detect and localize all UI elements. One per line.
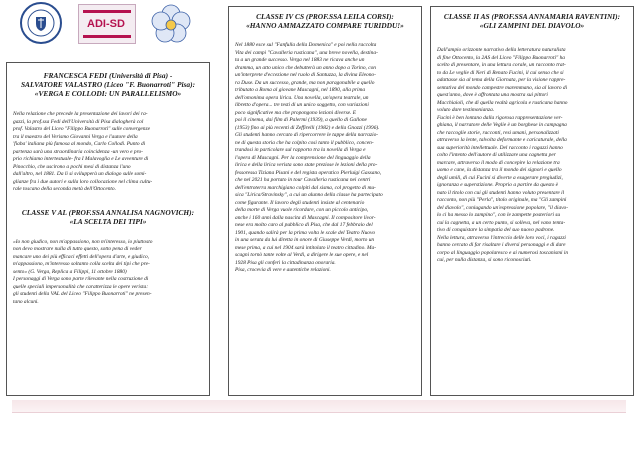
col2-body-line: sica "Lirica/Stravinsky", a cui un alunno della classe ha partecipato — [235, 192, 383, 198]
col2-body-line: nese era molto caro al pubblico di Pisa, che dal 17 febbraio del — [235, 222, 373, 228]
col2-body-line: dramma, un atto unico che debutterà un anno dopo a Torino, con — [235, 64, 376, 71]
col1-box — [6, 62, 210, 396]
flower-emblem-logo — [148, 2, 194, 48]
col3-body-line: corpo al linguaggio popolaresco e ai numerosi toscanismi in — [437, 249, 569, 256]
col2-body-line: poi il cinema, dai film di Palermi (1939), a quello di Gallone — [235, 117, 367, 123]
col1-class-body-line: I personaggi di Verga sono parte rilevante nella costruzione di — [13, 276, 149, 282]
col3-body-line: Dall'ampio orizzonte narrativo della letteratura naturalista — [437, 47, 566, 53]
col1-body-line: gazzi, la prof.ssa Fedi dell'Università di Pisa dialogherà col — [13, 118, 144, 125]
col3-box — [430, 6, 634, 396]
col2-body-line: Gli studenti hanno cercato di ripercorrere le tappe della narrazio- — [235, 132, 379, 138]
col2-title-line: CLASSE IV CS (PROF.SSA LEILA CORSI): — [256, 12, 394, 21]
col1-class-body-line: tano alcuni. — [13, 298, 39, 305]
col3-body-line: colto l'intento dell'autore di utilizzare una cagnetta per — [437, 152, 556, 158]
logo-bar-top — [83, 10, 131, 13]
col3-body-line: ignoranza e superstizione. Proprio a partire da questo è — [437, 182, 559, 188]
col1-class-heading — [13, 208, 203, 226]
col2-body-line: ne di questa storia che ha colpito così tanto il pubblico, concen- — [235, 139, 374, 146]
col3-body-line: hanno cercato di far risaltare i diversi personaggi e di dare — [437, 242, 566, 248]
seal-ring-icon — [22, 4, 60, 42]
col2-title-line: «HANNO AMMAZZATO COMPARE TURIDDU!» — [246, 21, 404, 30]
page-footer-band — [12, 400, 626, 413]
university-seal-logo — [20, 2, 62, 44]
col3-body-line: marcare, attraverso il modo di concepire la relazione tra — [437, 159, 560, 166]
col2-body-line: trandosi in particolare sul rapporto tra la novella di Verga e — [235, 147, 366, 153]
col2-body-line: libretto d'opera... tre testi di un unico soggetto, con variazioni — [235, 102, 369, 108]
logo-strip — [6, 2, 216, 48]
col2-body — [235, 42, 415, 275]
col1-title-line: SALVATORE VALASTRO (Liceo "F. Buonarroti" Pisa): — [20, 80, 196, 89]
col1-body-line: prio richiamo intertestuale- fra I Malavoglia e Le avventure di — [13, 156, 149, 162]
col1-class-heading-line: «LA SCELTA DEI TIPI» — [69, 216, 147, 226]
col2-body-line: 1901, quando salirà per la prima volta le scale del Teatro Nuovo — [235, 229, 376, 236]
col3-body-line: degli umili, di cui Fucini si diverte a esagerare pregiudizi, — [437, 174, 563, 181]
col2-body-line: tributato a Roma al giovane Mascagni, nel 1890, alla prima — [235, 87, 366, 93]
col1-body-line: 'fiaba' italiana più famosa al mondo, Carlo Collodi. Punto di — [13, 141, 146, 147]
col2-body-line: in una serata da lui diretta in onore di Giuseppe Verdi, morto un — [235, 237, 375, 243]
col3-body-line: Macchiaioli, che di quella realtà agricola e rusticana hanno — [437, 99, 568, 106]
col1-class-body-line: quelle speciali impersonalità che caratterizza le opere verista: — [13, 283, 148, 290]
col3-body-line: del diavolo", coniugando un'espressione popolare, "il diavo- — [437, 204, 569, 211]
col3-body-line: cui, per nulla distanza, si sono riconosciuti. — [437, 257, 532, 263]
col2-body-line: scagni tornò tante volte al Verdi, a dirigere le sue opere, e nel — [235, 252, 369, 258]
col1-title-line: «VERGA E COLLODI: UN PARALLELISMO» — [34, 89, 182, 98]
col1-class-body-line: non devo mostrare nulla di tutto questo, sotto pena di veder — [13, 246, 142, 252]
col3-body-line: quest'anno, dove è affrontata una mostra sui pittori — [437, 92, 548, 98]
col2-body-line: dell'omonima opera lirica. Una novella, un'opera teatrale, un — [235, 94, 369, 101]
col3-body-line: Fucini è ben lontano dalla rigorosa rappresentazione ver- — [437, 114, 563, 121]
col3-body — [437, 47, 627, 265]
col3-body-line: sua superiorità intellettuale. Del racconto i ragazzi hanno — [437, 144, 563, 151]
col1-body-line: glianze fra i due autori e sulla loro collocazione nel clima cultu- — [13, 178, 153, 185]
col2-body-line: lirica e della lirica verista sono state preziose le lezioni della pro- — [235, 162, 378, 168]
col1-body-line: Nella relazione che precede la presentazione dei lavori dei ra- — [13, 111, 148, 117]
col3-body-line: ghiana, il narratore delle Veglie è un borghese in campagna — [437, 122, 567, 128]
col3-body-line: to da Le veglie di Neri di Renato Fucini, il cui senso che si — [437, 69, 564, 76]
col2-title — [235, 12, 415, 30]
col2-body-line: poco significative ma che propongono lezioni diverse. E — [235, 109, 357, 116]
col1-title-line: FRANCESCA FEDI (Università di Pisa) - — [43, 71, 173, 80]
col2-body-line: anche i 160 anni dalla nascita di Mascagni. Il compositore livor- — [235, 214, 376, 221]
col1-body-line: rale toscano della seconda metà dell'Ottocento. — [13, 186, 116, 192]
col2-body-line: un'interprete d'eccezione nel ruolo di Santuzza, la divina Eleono- — [235, 72, 376, 78]
col1-class-body-line: mancare uno dei più efficaci effetti dell'opera d'arte, e giudico, — [13, 253, 150, 260]
col3-body-line: di fine Ottocento, la 2AS del Liceo "Filippo Buonarroti" ha — [437, 54, 565, 61]
col1-class-body — [13, 239, 203, 307]
col3-title — [437, 12, 627, 30]
col1-body-line: prof. Valastro del Liceo "Filippo Buonarroti" sulle convergenze — [13, 126, 150, 132]
col1-class-body-line: m'appassiono, m'interesso soltanto colla scelta dei tipi che pre- — [13, 261, 150, 267]
col2-body-line: (1953) fino ai più recenti di Zeffirelli (1982) e della Gnozzi (1996). — [235, 124, 380, 131]
logo-bar-bottom — [83, 35, 131, 38]
col2-body-line: ta a un grande successo. Verga nel 1883 ne ricava anche un — [235, 57, 365, 63]
col1-class-body-line: gli studenti della VAL del Liceo "Filippo Buonarroti" ne presen- — [13, 291, 152, 297]
col2-body-line: come figurante. Il lavoro degli studenti insiste al centenario — [235, 199, 365, 206]
col1-body-line: Pinocchio, che uscirono a pochi mesi di distanza l'uno — [13, 163, 131, 170]
col2-body-line: ra Duse. Da un successo, grande, ma non paragonabile a quello — [235, 79, 375, 86]
col3-body-line: voluto dare testimonianza. — [437, 107, 495, 113]
col2-body-line: che nel 2021 ha portato in tour Cavalleria rusticana nei centri — [235, 177, 371, 183]
col3-body-line: sentativa del mondo campestre maremmano, sia al lavoro di — [437, 84, 568, 91]
col2-body-line: l'opera di Mascagni. Per la comprensione del linguaggio della — [235, 154, 371, 161]
col1-title — [13, 71, 203, 98]
col2-body-line: della morte di Verga vuole ricordare, con un piccolo anticipo, — [235, 207, 369, 213]
col1-intro — [13, 111, 203, 194]
col3-body-line: racconto, non più "Perla", titolo originale, ma "Gli zampini — [437, 197, 567, 203]
col3-body-line: lo ci ha messo lo zampino", con le zampette posteriori su — [437, 212, 561, 218]
col2-body-line: Nel 1880 esce sul "Fanfulla della Domenica" e poi nella raccolta — [235, 42, 377, 48]
col2-body-line: fessoressa Tiziana Pisani e del regista operatico Pierluigi Gassano, — [235, 169, 382, 176]
adi-sd-logo — [78, 4, 136, 44]
col3-title-line: CLASSE II AS (PROF.SSA ANNAMARIA RAVENTINI): — [443, 12, 621, 21]
col2-body-line: 1928 Pisa gli conferì la cittadinanza onoraria. — [235, 259, 336, 266]
col2-box — [228, 6, 422, 396]
col1-body-line: dall'altro, nel 1881. Da lì si svilupperà un dialogo sulle somi- — [13, 171, 147, 177]
col1-class-body-line: «Io non giudico, non m'appassiono, non m'interesso, io piuttosto — [13, 238, 153, 245]
adi-sd-label: ADI-SD — [87, 18, 125, 30]
col1-body-line: tra il maestro del Verismo Giovanni Verga e l'autore della — [13, 133, 138, 140]
col2-body-line: mese prima, a cui nel 1904 sarà intitolato il teatro cittadino. Ma- — [235, 244, 376, 251]
col2-body-line: Pisa, crocevia di vere e autentiche relazioni. — [235, 267, 331, 273]
col1-class-body-line: sento» (G. Verga, Replica a Filippi, 11 ottobre 1880) — [13, 268, 127, 275]
col2-body-line: Vita dei campi "Cavalleria rusticana", una breve novella, destina- — [235, 49, 378, 56]
col1-class-heading-line: CLASSE V AL (PROF.SSA ANNALISA NAGNOVICH): — [21, 207, 195, 217]
col2-body-line: dell'entroterra marchigiano colpiti dal sisma, col progetto di mu- — [235, 184, 376, 191]
col3-body-line: adattasse sia al tema della Giornata, per la visione rappre- — [437, 77, 566, 83]
col3-body-line: cui la cagnetta, a un certo punto, si solleva, nel vano tenta- — [437, 219, 566, 226]
col3-body-line: uomo e cane, la distanza tra il mondo dei signori e quello — [437, 167, 562, 173]
col3-body-line: Nella lettura, attraverso l'intreccio delle loro voci, i ragazzi — [437, 234, 566, 241]
flower-emblem-icon — [148, 2, 194, 48]
col1-body-line: partenza sarà una straordinaria coincidenza -un vero e pro- — [13, 148, 143, 155]
col3-body-line: tivo di conquistare la simpatia del suo nuovo padrone. — [437, 227, 555, 233]
col3-body-line: attraverso la lente, talvolta deformante e caricaturale, della — [437, 137, 567, 143]
col3-body-line: scelto di presentare, in una lettura corale, un racconto trat- — [437, 62, 566, 68]
col3-title-line: «GLI ZAMPINI DEL DIAVOLO» — [479, 21, 585, 30]
col3-body-line: che raccoglie storie, racconti, resi umani, personalizzati — [437, 129, 559, 136]
col3-body-line: nato il titolo con cui gli studenti hanno voluto presentare il — [437, 189, 565, 196]
